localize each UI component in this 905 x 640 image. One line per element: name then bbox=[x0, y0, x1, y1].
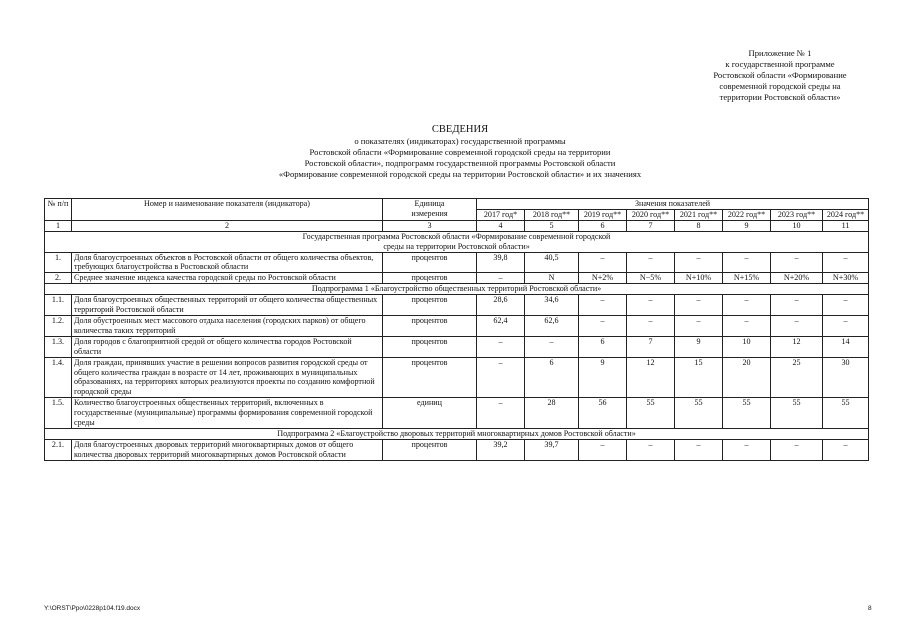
indicator-value: – bbox=[771, 439, 823, 460]
indicator-value: – bbox=[627, 252, 675, 273]
indicator-value: 7 bbox=[627, 336, 675, 357]
indicator-value: 12 bbox=[627, 357, 675, 398]
indicator-name: Количество благоустроенных общественных территорий, включенных в государственные (муниципальные) программы формирования современной городской среды bbox=[72, 398, 383, 429]
table-row bbox=[45, 439, 869, 460]
section-title-text: Подпрограмма 1 «Благоустройство общественных территорий Ростовской области» bbox=[311, 284, 602, 294]
unit: процентов bbox=[383, 439, 477, 460]
indicator-value: – bbox=[477, 336, 525, 357]
table-row bbox=[45, 398, 869, 429]
indicator-value: 55 bbox=[627, 398, 675, 429]
row-number: 1.1. bbox=[45, 295, 72, 316]
row-number: 1.5. bbox=[45, 398, 72, 429]
indicator-value: 28 bbox=[525, 398, 579, 429]
year-label: 2018 год** bbox=[532, 209, 571, 219]
indicator-value: 55 bbox=[675, 398, 723, 429]
appendix-line: территории Ростовской области» bbox=[719, 92, 841, 102]
indicator-value: 62,6 bbox=[525, 315, 579, 336]
column-index: 2 bbox=[72, 220, 383, 231]
year-header bbox=[627, 209, 675, 220]
row-number: 1.4. bbox=[45, 357, 72, 398]
indicator-value: – bbox=[675, 315, 723, 336]
indicator-value: 62,4 bbox=[477, 315, 525, 336]
indicator-value: – bbox=[477, 357, 525, 398]
section-title-text: Подпрограмма 2 «Благоустройство дворовых территорий многоквартирных домов Ростовской области» bbox=[277, 428, 636, 438]
indicator-value: – bbox=[675, 295, 723, 316]
year-header bbox=[723, 209, 771, 220]
appendix-line: современной городской среды на bbox=[719, 81, 841, 91]
year-header bbox=[771, 209, 823, 220]
appendix-line: Ростовской области «Формирование bbox=[713, 70, 847, 80]
year-header bbox=[525, 209, 579, 220]
year-label: 2017 год* bbox=[483, 209, 518, 219]
row-number: 2. bbox=[45, 273, 72, 284]
year-header bbox=[579, 209, 627, 220]
indicator-value: – bbox=[579, 439, 627, 460]
subtitle-line: Ростовской области», подпрограмм государственной программы Ростовской области bbox=[304, 158, 616, 168]
section-title bbox=[45, 284, 869, 295]
indicator-name: Среднее значение индекса качества городской среды по Ростовской области bbox=[72, 273, 383, 284]
unit: процентов bbox=[383, 357, 477, 398]
indicator-value: 55 bbox=[823, 398, 869, 429]
year-header bbox=[675, 209, 723, 220]
indicator-value: – bbox=[723, 439, 771, 460]
indicator-value: 39,7 bbox=[525, 439, 579, 460]
indicator-value: 40,5 bbox=[525, 252, 579, 273]
indicators-table bbox=[44, 198, 869, 461]
unit: процентов bbox=[383, 295, 477, 316]
page-number: 8 bbox=[868, 605, 872, 612]
indicator-value: – bbox=[579, 252, 627, 273]
indicator-value: N+2% bbox=[579, 273, 627, 284]
indicator-value: 20 bbox=[723, 357, 771, 398]
unit: единиц bbox=[383, 398, 477, 429]
section-row bbox=[45, 428, 869, 439]
table-row bbox=[45, 315, 869, 336]
indicator-value: 39,8 bbox=[477, 252, 525, 273]
header-name: Номер и наименование показателя (индикатора) bbox=[72, 199, 383, 221]
row-number: 1.2. bbox=[45, 315, 72, 336]
section-title bbox=[45, 428, 869, 439]
year-label: 2022 год** bbox=[727, 209, 766, 219]
indicator-value: N bbox=[525, 273, 579, 284]
indicator-value: 56 bbox=[579, 398, 627, 429]
indicator-value: N−5% bbox=[627, 273, 675, 284]
indicator-value: 39,2 bbox=[477, 439, 525, 460]
indicator-value: 14 bbox=[823, 336, 869, 357]
indicator-name: Доля граждан, принявших участие в решении вопросов развития городской среды от общего количества граждан в возрасте от 14 лет, проживающих в муниципальных образованиях, на территориях которых реализуются проекты по созданию комфортной городской среды bbox=[72, 357, 383, 398]
column-index: 1 bbox=[45, 220, 72, 231]
column-index: 3 bbox=[383, 220, 477, 231]
indicator-value: 6 bbox=[525, 357, 579, 398]
table-body bbox=[45, 231, 869, 460]
unit: процентов bbox=[383, 252, 477, 273]
header-unit: Единица измерения bbox=[383, 199, 477, 221]
year-label: 2021 год** bbox=[679, 209, 718, 219]
unit: процентов bbox=[383, 273, 477, 284]
indicator-value: 30 bbox=[823, 357, 869, 398]
indicator-value: – bbox=[823, 439, 869, 460]
header-num: № п/п bbox=[45, 199, 72, 221]
indicator-value: 10 bbox=[723, 336, 771, 357]
column-index: 8 bbox=[675, 220, 723, 231]
column-index: 11 bbox=[823, 220, 869, 231]
section-title bbox=[45, 231, 869, 252]
indicator-value: – bbox=[771, 315, 823, 336]
indicator-value: N+20% bbox=[771, 273, 823, 284]
indicator-value: 55 bbox=[723, 398, 771, 429]
indicator-name: Доля благоустроенных объектов в Ростовской области от общего количества объектов, требующих благоустройства в Ростовской области bbox=[72, 252, 383, 273]
appendix-line: к государственной программе bbox=[725, 59, 835, 69]
row-number: 2.1. bbox=[45, 439, 72, 460]
indicator-value: – bbox=[477, 398, 525, 429]
indicator-value: – bbox=[771, 295, 823, 316]
unit: процентов bbox=[383, 336, 477, 357]
indicator-name: Доля благоустроенных дворовых территорий многоквартирных домов от общего количества дворовых территорий многоквартирных домов Ростовской области bbox=[72, 439, 383, 460]
section-title-text: Государственная программа Ростовской области «Формирование современной городской среды на территории Ростовской области» bbox=[302, 231, 611, 251]
indicator-value: N+30% bbox=[823, 273, 869, 284]
document-title: СВЕДЕНИЯ bbox=[431, 124, 489, 135]
indicator-value: – bbox=[579, 315, 627, 336]
year-header bbox=[477, 209, 525, 220]
indicator-value: – bbox=[477, 273, 525, 284]
section-row bbox=[45, 284, 869, 295]
indicator-value: N+15% bbox=[723, 273, 771, 284]
table-row bbox=[45, 252, 869, 273]
indicator-value: – bbox=[579, 295, 627, 316]
subtitle-line: Ростовской области «Формирование современной городской среды на территории bbox=[309, 147, 611, 157]
column-index: 6 bbox=[579, 220, 627, 231]
indicator-value: 55 bbox=[771, 398, 823, 429]
appendix-line: Приложение № 1 bbox=[748, 48, 812, 58]
indicator-value: – bbox=[627, 315, 675, 336]
indicator-value: 34,6 bbox=[525, 295, 579, 316]
row-number: 1.3. bbox=[45, 336, 72, 357]
column-index: 9 bbox=[723, 220, 771, 231]
column-index: 10 bbox=[771, 220, 823, 231]
indicator-value: – bbox=[675, 439, 723, 460]
column-index: 5 bbox=[525, 220, 579, 231]
unit: процентов bbox=[383, 315, 477, 336]
indicator-value: 12 bbox=[771, 336, 823, 357]
indicator-value: – bbox=[771, 252, 823, 273]
year-label: 2023 год** bbox=[777, 209, 816, 219]
row-number: 1. bbox=[45, 252, 72, 273]
indicator-value: – bbox=[675, 252, 723, 273]
indicator-value: 25 bbox=[771, 357, 823, 398]
table-row bbox=[45, 336, 869, 357]
indicator-value: – bbox=[723, 252, 771, 273]
subtitle-line: о показателях (индикаторах) государственной программы bbox=[354, 136, 566, 146]
indicator-name: Доля городов с благоприятной средой от общего количества городов Ростовской области bbox=[72, 336, 383, 357]
year-label: 2024 год** bbox=[826, 209, 865, 219]
indicator-value: – bbox=[627, 439, 675, 460]
indicator-value: – bbox=[823, 295, 869, 316]
document-title-block bbox=[150, 124, 770, 180]
indicator-value: – bbox=[723, 315, 771, 336]
indicator-value: – bbox=[525, 336, 579, 357]
year-label: 2019 год** bbox=[583, 209, 622, 219]
table-row bbox=[45, 273, 869, 284]
subtitle-line: «Формирование современной городской среды на территории Ростовской области» и их значениях bbox=[278, 169, 642, 179]
year-header bbox=[823, 209, 869, 220]
table-row bbox=[45, 357, 869, 398]
header-values: Значения показателей bbox=[477, 199, 869, 210]
year-label: 2020 год** bbox=[631, 209, 670, 219]
indicator-value: – bbox=[823, 252, 869, 273]
indicator-value: – bbox=[823, 315, 869, 336]
indicator-value: 6 bbox=[579, 336, 627, 357]
indicator-value: – bbox=[627, 295, 675, 316]
indicator-value: 9 bbox=[579, 357, 627, 398]
table-row bbox=[45, 295, 869, 316]
column-index: 4 bbox=[477, 220, 525, 231]
indicator-value: 28,6 bbox=[477, 295, 525, 316]
indicator-value: 9 bbox=[675, 336, 723, 357]
indicator-value: – bbox=[723, 295, 771, 316]
indicator-name: Доля благоустроенных общественных территорий от общего количества общественных территорий Ростовской области bbox=[72, 295, 383, 316]
indicator-value: N+10% bbox=[675, 273, 723, 284]
indicator-value: 15 bbox=[675, 357, 723, 398]
column-index: 7 bbox=[627, 220, 675, 231]
indicator-name: Доля обустроенных мест массового отдыха населения (городских парков) от общего количества таких территорий bbox=[72, 315, 383, 336]
index-row bbox=[45, 220, 869, 231]
footer-file-path: Y:\ORST\Ppo\0228p104.f19.docx bbox=[44, 605, 141, 612]
section-row bbox=[45, 231, 869, 252]
appendix-block bbox=[655, 48, 905, 103]
header-row bbox=[45, 199, 869, 210]
